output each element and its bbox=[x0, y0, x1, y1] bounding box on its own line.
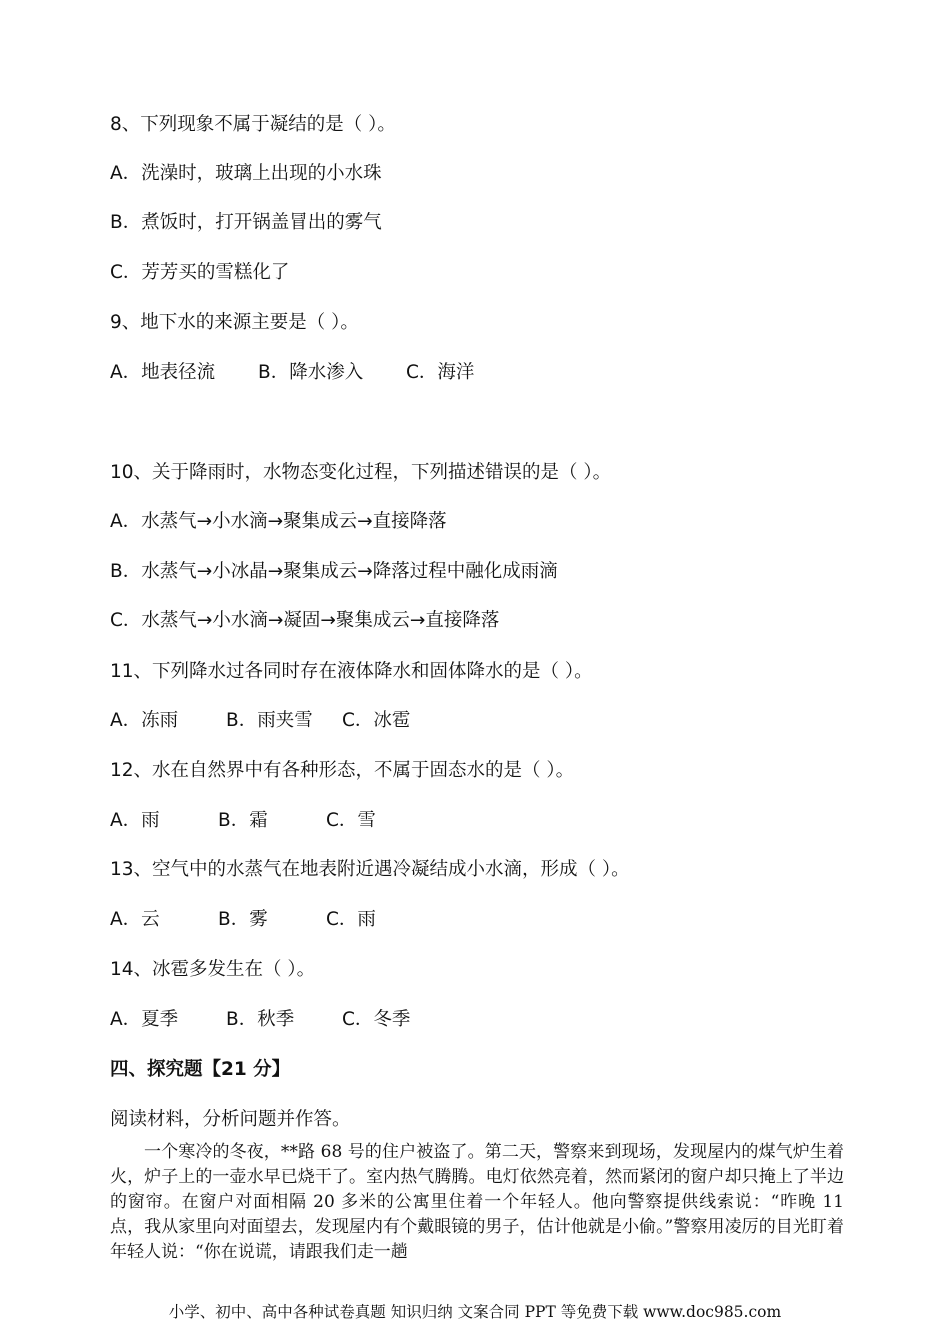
question-11-option-c: C．冰雹 bbox=[342, 710, 411, 731]
question-10-option-c: C．水蒸气→小水滴→凝固→聚集成云→直接降落 bbox=[110, 610, 500, 631]
reading-passage bbox=[110, 1140, 844, 1265]
question-12-option-b: B．霜 bbox=[218, 810, 268, 831]
question-8-option-a: A．洗澡时，玻璃上出现的小水珠 bbox=[110, 163, 382, 184]
question-12-options bbox=[110, 809, 376, 833]
question-9-option-a: A．地表径流 bbox=[110, 362, 216, 383]
question-11-option-a: A．冻雨 bbox=[110, 710, 179, 731]
reading-passage-text: 一个寒冷的冬夜，**路 68 号的住户被盗了。第二天，警察来到现场，发现屋内的煤气炉生着火，炉子上的一壶水早已烧干了。室内热气腾腾。电灯依然亮着，然而紧闭的窗户却只掩上了半边的窗帘。在窗户对面相隔 20 多米的公寓里住着一个年轻人。他向警察提供线索说：“昨晚 11 点，我从家里向对面望去，发现屋内有个戴眼镜的男子，估计他就是小偷。”警察用凌厉的目光盯着年轻人说：“你在说谎，请跟我们走一趟 bbox=[110, 1142, 844, 1262]
question-8-stem: 8、下列现象不属于凝结的是（ ）。 bbox=[110, 114, 396, 135]
question-14-stem: 14、冰雹多发生在（ ）。 bbox=[110, 959, 316, 980]
question-9-stem: 9、地下水的来源主要是（ ）。 bbox=[110, 312, 359, 333]
question-8-option-b: B．煮饭时，打开锅盖冒出的雾气 bbox=[110, 212, 382, 233]
question-13-stem: 13、空气中的水蒸气在地表附近遇冷凝结成小水滴，形成（ ）。 bbox=[110, 859, 630, 880]
question-14-option-b: B．秋季 bbox=[226, 1009, 295, 1030]
question-10-stem: 10、关于降雨时，水物态变化过程，下列描述错误的是（ ）。 bbox=[110, 462, 612, 483]
question-9-option-c: C．海洋 bbox=[406, 362, 475, 383]
question-12-option-c: C．雪 bbox=[326, 810, 376, 831]
question-12-option-a: A．雨 bbox=[110, 810, 160, 831]
question-13-option-a: A．云 bbox=[110, 909, 160, 930]
section-4-title: 四、探究题【21 分】 bbox=[110, 1059, 291, 1080]
section-4-instruction: 阅读材料，分析问题并作答。 bbox=[110, 1109, 351, 1130]
question-9-option-b: B．降水渗入 bbox=[258, 362, 364, 383]
question-11-option-b: B．雨夹雪 bbox=[226, 710, 313, 731]
question-10-option-b: B．水蒸气→小冰晶→聚集成云→降落过程中融化成雨滴 bbox=[110, 561, 558, 582]
question-11-stem: 11、下列降水过各同时存在液体降水和固体降水的是（ ）。 bbox=[110, 661, 593, 682]
question-11-options bbox=[110, 709, 410, 733]
question-14-option-c: C．冬季 bbox=[342, 1009, 411, 1030]
question-10-option-a: A．水蒸气→小水滴→聚集成云→直接降落 bbox=[110, 511, 447, 532]
question-13-option-c: C．雨 bbox=[326, 909, 376, 930]
question-14-options bbox=[110, 1008, 410, 1032]
question-13-options bbox=[110, 908, 376, 932]
question-14-option-a: A．夏季 bbox=[110, 1009, 179, 1030]
question-8-option-c: C．芳芳买的雪糕化了 bbox=[110, 262, 290, 283]
question-9-options bbox=[110, 361, 474, 385]
question-12-stem: 12、水在自然界中有各种形态，不属于固态水的是（ ）。 bbox=[110, 760, 575, 781]
question-13-option-b: B．雾 bbox=[218, 909, 268, 930]
page-footer: 小学、初中、高中各种试卷真题 知识归纳 文案合同 PPT 等免费下载 www.doc985.com bbox=[168, 1303, 782, 1321]
